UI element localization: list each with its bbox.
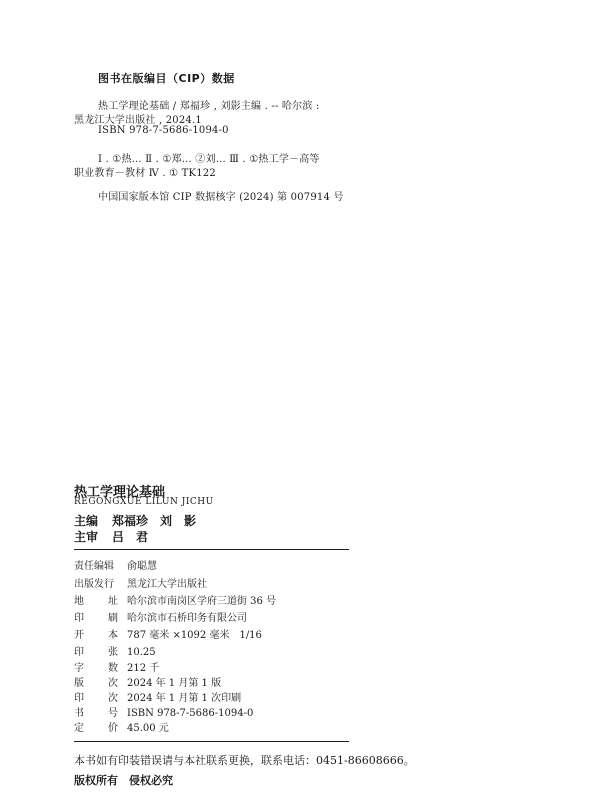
- info-key: 出版发行: [74, 579, 114, 590]
- info-key: 地址: [74, 596, 118, 607]
- reviewer-line: [74, 528, 148, 545]
- info-key: 责任编辑: [74, 561, 114, 572]
- info-row-word-count: [74, 659, 159, 673]
- reviewer-label: 主审: [74, 530, 99, 544]
- info-row-printer: [74, 609, 247, 623]
- info-value: 哈尔滨市南岗区学府三道街 36 号: [127, 596, 277, 607]
- cip-line-subject: Ⅰ . ①热… Ⅱ . ①郑… ②刘… Ⅲ . ①热工学－高等: [98, 154, 320, 165]
- editors-names: 郑福珍 刘 影: [112, 514, 197, 528]
- cip-line-record-number: 中国国家版本馆 CIP 数据核字 (2024) 第 007914 号: [98, 192, 344, 203]
- info-row-address: [74, 592, 276, 606]
- replacement-notice: 本书如有印装错误请与本社联系更换，联系电话：0451-86608666。: [74, 754, 415, 767]
- info-key: 开本: [74, 630, 118, 641]
- cip-line-classification: 职业教育－教材 Ⅳ . ① TK122: [74, 168, 216, 179]
- info-value: 212 千: [127, 663, 160, 674]
- editors-line: [74, 512, 196, 529]
- info-key: 版次: [74, 678, 118, 689]
- info-row-publisher: [74, 575, 207, 589]
- info-value: ISBN 978-7-5686-1094-0: [127, 708, 254, 719]
- info-value: 10.25: [127, 647, 156, 658]
- divider-top: [74, 549, 349, 550]
- divider-bottom: [74, 741, 349, 742]
- info-value: 哈尔滨市石桥印务有限公司: [127, 613, 247, 624]
- info-key: 书号: [74, 708, 118, 719]
- info-key: 印次: [74, 693, 118, 704]
- info-row-price: [74, 719, 169, 733]
- reviewer-name: 吕 君: [112, 530, 149, 544]
- info-row-isbn: [74, 704, 253, 718]
- info-row-sheets: [74, 643, 156, 657]
- info-value: 787 毫米 ×1092 毫米 1/16: [127, 630, 262, 641]
- cip-line-title: 热工学理论基础 / 郑福珍 , 刘影主编 . -- 哈尔滨 :: [98, 101, 320, 112]
- info-value: 俞聪慧: [127, 561, 157, 572]
- editors-label: 主编: [74, 514, 99, 528]
- info-row-printing: [74, 689, 241, 703]
- copyright-notice: 版权所有 侵权必究: [74, 774, 173, 787]
- cip-heading: 图书在版编目（CIP）数据: [98, 72, 235, 85]
- info-value: 2024 年 1 月第 1 次印刷: [127, 693, 242, 704]
- info-row-format: [74, 626, 262, 640]
- info-value: 2024 年 1 月第 1 版: [127, 678, 222, 689]
- info-key: 印张: [74, 647, 118, 658]
- info-key: 定价: [74, 723, 118, 734]
- info-row-edition: [74, 674, 221, 688]
- info-key: 印刷: [74, 613, 118, 624]
- book-title-pinyin: REGONGXUE LILUN JICHU: [74, 497, 214, 507]
- book-title: 热工学理论基础: [74, 485, 166, 500]
- info-row-editor: [74, 557, 157, 571]
- cip-line-publisher: 黑龙江大学出版社 , 2024.1: [74, 115, 202, 126]
- info-value: 45.00 元: [127, 723, 169, 734]
- info-value: 黑龙江大学出版社: [127, 579, 207, 590]
- cip-line-isbn: ISBN 978-7-5686-1094-0: [98, 125, 229, 136]
- info-key: 字数: [74, 663, 118, 674]
